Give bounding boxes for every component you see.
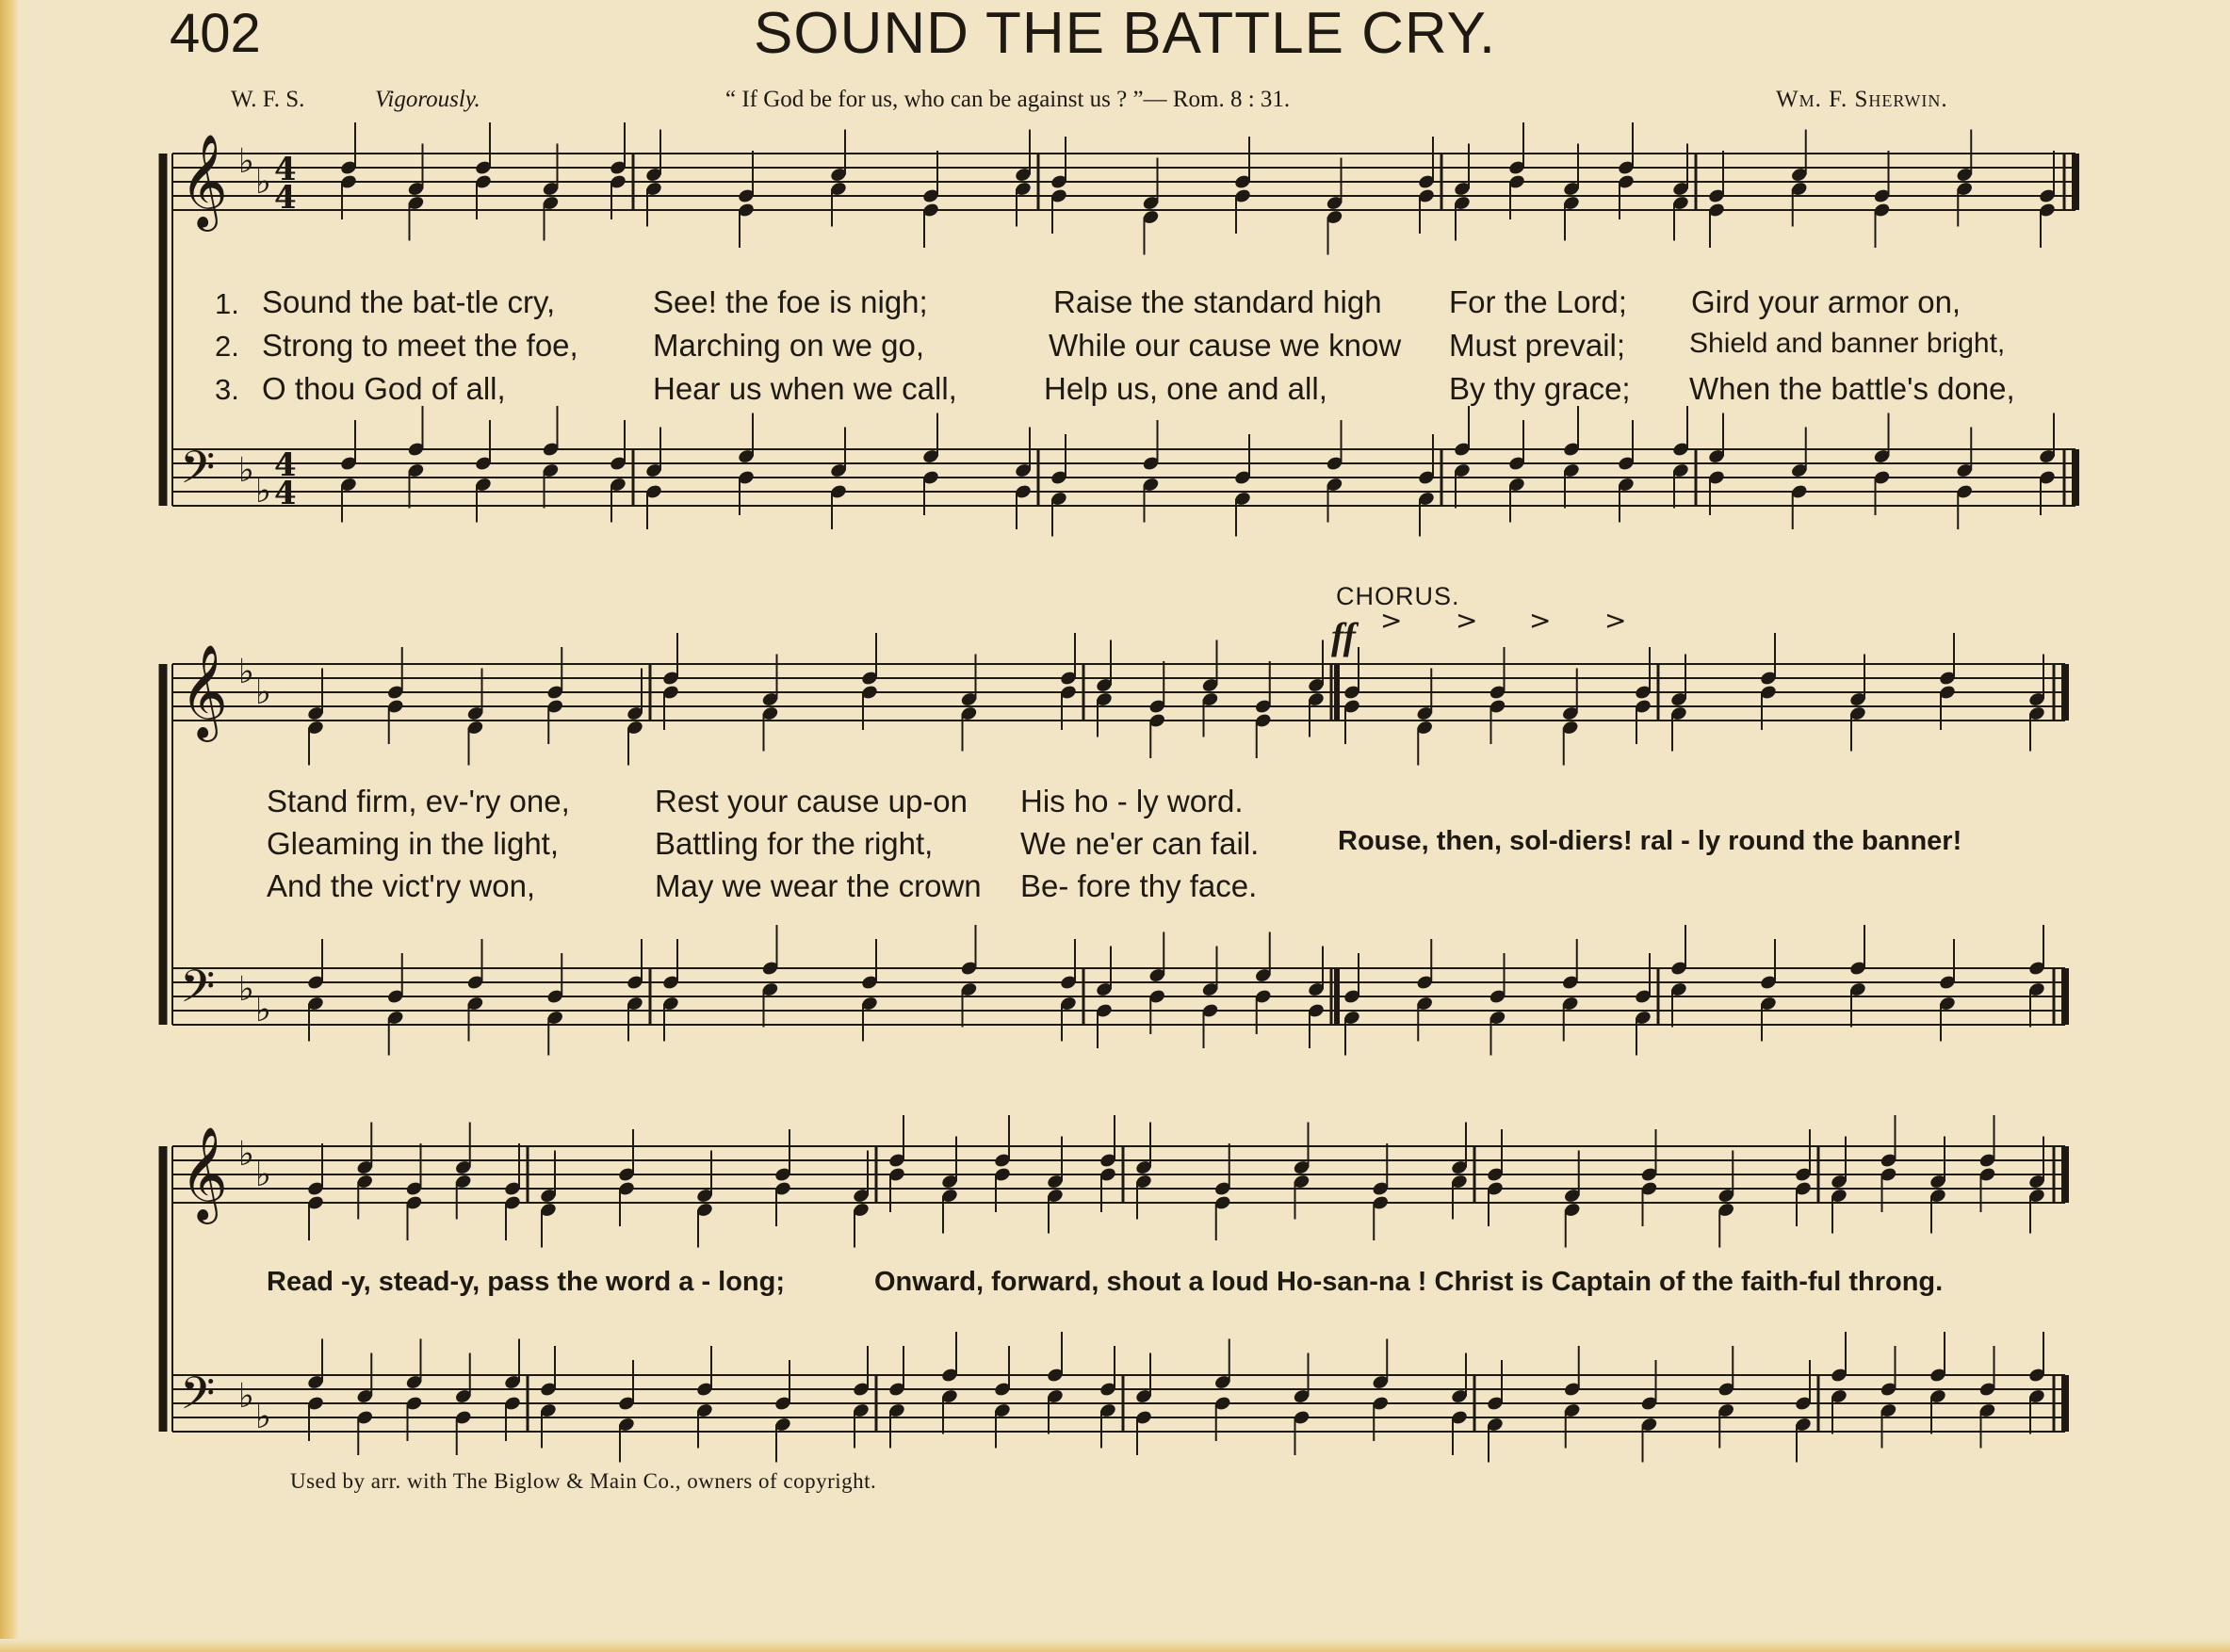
lyric-phrase: Sound the bat-tle cry, xyxy=(262,284,556,319)
composer-credit: Wm. F. Sherwin. xyxy=(1776,87,1948,112)
treble-clef: 𝄞 xyxy=(180,134,228,228)
lyric-phrase: See! the foe is nigh; xyxy=(653,284,928,319)
flat-sign: ♭ xyxy=(255,673,271,712)
hymn-title: SOUND THE BATTLE CRY. xyxy=(754,1,1497,66)
scripture-reference: “ If God be for us, who can be against us ? ”— Rom. 8 : 31. xyxy=(725,87,1291,112)
lyric-phrase: Gird your armor on, xyxy=(1691,284,1961,319)
flat-sign: ♭ xyxy=(255,1398,271,1436)
copyright-notice: Used by arr. with The Biglow & Main Co., owners of copyright. xyxy=(290,1469,877,1493)
lyric-phrase: Raise the standard high xyxy=(1053,284,1382,319)
flat-sign: ♭ xyxy=(255,163,271,202)
lyric-phrase: And the vict'ry won, xyxy=(267,868,536,903)
lyricist-credit: W. F. S. xyxy=(231,87,305,112)
lyric-phrase: Must prevail; xyxy=(1449,328,1626,363)
lyric-phrase: Battling for the right, xyxy=(655,826,934,861)
accent-mark: > xyxy=(1456,605,1478,636)
accent-mark: > xyxy=(1604,605,1627,636)
bass-clef: 𝄢 xyxy=(180,960,216,1024)
time-signature: 4 xyxy=(274,179,297,217)
lyric-phrase: Be- fore thy face. xyxy=(1020,868,1258,903)
flat-sign: ♭ xyxy=(255,472,271,510)
lyric-phrase: Marching on we go, xyxy=(653,328,924,363)
chorus-lyric: Onward, forward, shout a loud Ho-san-na ! Christ is Captain of the faith-ful throng. xyxy=(874,1267,1944,1297)
lyric-phrase: Stand firm, ev-'ry one, xyxy=(267,784,570,818)
bass-clef: 𝄢 xyxy=(180,1367,216,1431)
flat-sign: ♭ xyxy=(238,1135,254,1174)
flat-sign: ♭ xyxy=(255,991,271,1029)
flat-sign: ♭ xyxy=(238,1377,254,1416)
treble-clef: 𝄞 xyxy=(180,644,228,738)
dynamic-marking: ff xyxy=(1331,615,1356,657)
flat-sign: ♭ xyxy=(238,142,254,181)
treble-clef: 𝄞 xyxy=(180,1126,228,1221)
chorus-lyric: Read -y, stead-y, pass the word a - long; xyxy=(267,1267,786,1297)
lyric-phrase: For the Lord; xyxy=(1449,284,1627,319)
chorus-lyric: Rouse, then, sol-diers! ral - ly round the banner! xyxy=(1338,826,1962,856)
accent-mark: > xyxy=(1380,605,1403,636)
lyric-phrase: His ho - ly word. xyxy=(1020,784,1244,818)
chorus-label: CHORUS. xyxy=(1336,582,1460,610)
lyric-phrase: Gleaming in the light, xyxy=(267,826,560,861)
lyric-phrase: Strong to meet the foe, xyxy=(262,328,578,363)
time-signature: 4 xyxy=(274,475,297,512)
bass-clef: 𝄢 xyxy=(180,441,216,505)
lyric-phrase: Help us, one and all, xyxy=(1044,371,1327,406)
flat-sign: ♭ xyxy=(255,1156,271,1194)
lyric-phrase: Hear us when we call, xyxy=(653,371,957,406)
verse-number: 1. xyxy=(215,287,239,320)
lyric-phrase: When the battle's done, xyxy=(1689,371,2015,406)
time-signature: 4 xyxy=(274,151,297,188)
lyric-phrase: O thou God of all, xyxy=(262,371,506,406)
lyric-phrase: Shield and banner bright, xyxy=(1689,328,2006,359)
lyric-phrase: Rest your cause up-on xyxy=(655,784,969,818)
time-signature: 4 xyxy=(274,446,297,484)
page-number: 402 xyxy=(170,3,261,64)
lyric-phrase: May we wear the crown xyxy=(655,868,982,903)
lyric-phrase: We ne'er can fail. xyxy=(1020,826,1260,861)
flat-sign: ♭ xyxy=(238,970,254,1009)
lyric-phrase: By thy grace; xyxy=(1449,371,1631,406)
verse-number: 2. xyxy=(215,330,239,363)
tempo-marking: Vigorously. xyxy=(375,87,480,112)
accent-mark: > xyxy=(1529,605,1552,636)
flat-sign: ♭ xyxy=(238,653,254,691)
verse-number: 3. xyxy=(215,373,239,406)
flat-sign: ♭ xyxy=(238,451,254,490)
lyric-phrase: While our cause we know xyxy=(1049,328,1402,363)
